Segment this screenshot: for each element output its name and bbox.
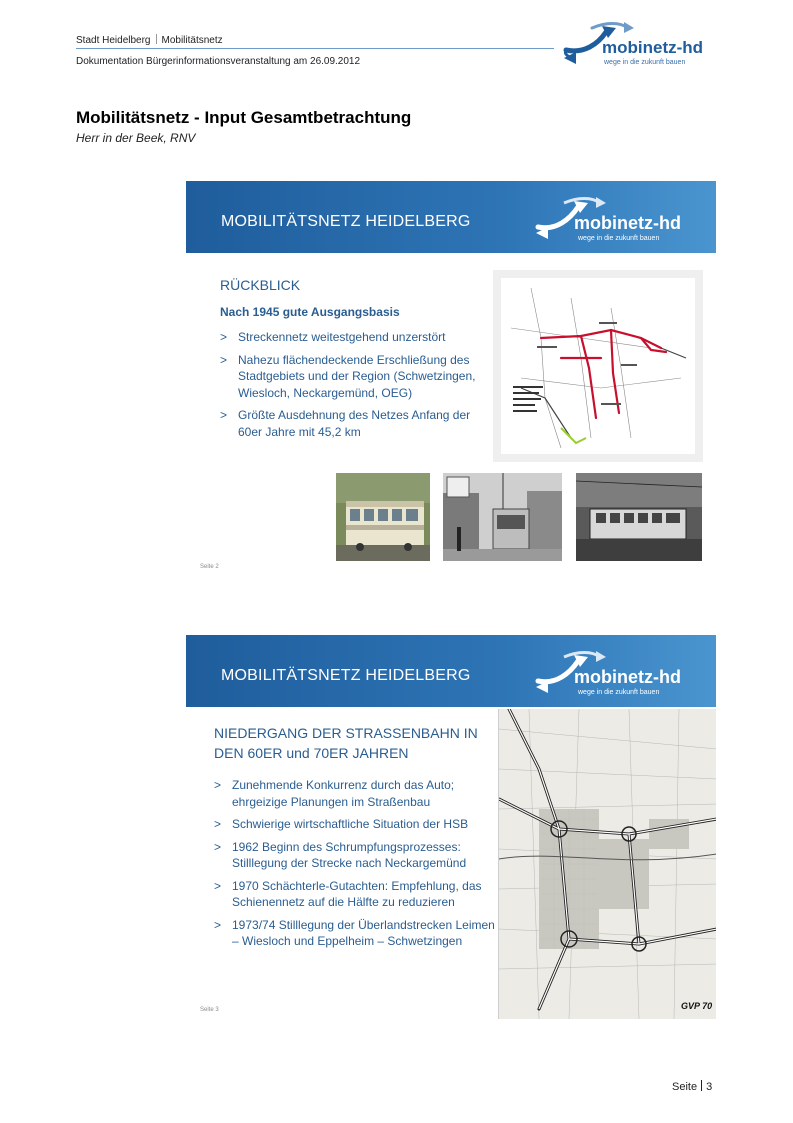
historic-tram-photo-2 [443,473,562,561]
header-project: Mobilitätsnetz [161,35,223,46]
gvp70-traffic-plan-map [498,709,716,1019]
slide-heading: RÜCKBLICK [220,277,301,293]
slide-bullet: > 1970 Schächterle-Gutachten: Empfehlung, das Schienennetz auf die Hälfte zu reduzieren [214,878,482,909]
slide-bullet: > 1973/74 Stilllegung der Überlandstrecken Leimen – Wiesloch und Eppelheim – Schwetzingen [214,917,495,948]
logo-wordmark: mobinetz-hd [574,667,681,687]
header-breadcrumb [76,34,223,46]
historic-network-map [493,270,703,462]
slide-logo [534,197,704,243]
page-number-value: 3 [706,1081,713,1093]
header-org: Stadt Heidelberg [76,35,151,46]
header-separator [156,34,157,44]
tram-network-map-image [501,278,695,454]
slide-bullet: > Zunehmende Konkurrenz durch das Auto; ehrgeizige Planungen im Straßenbau [214,778,455,809]
tram-photo-image [336,473,430,561]
document-title: Mobilitätsnetz - Input Gesamtbetrachtung [76,108,412,127]
slide-bullet: > Nahezu flächendeckende Erschließung des Stadtgebiets und der Region (Schwetzingen, Wiesloch, Neckargemünd, OEG) [220,352,476,400]
slide-heading-line2: DEN 60ER und 70ER JAHREN [214,745,409,761]
slide-bullet-list [220,329,490,446]
page-number-label: Seite [672,1081,698,1093]
slide-banner [186,635,716,707]
slide-banner-title: MOBILITÄTSNETZ HEIDELBERG [221,667,471,684]
slide-logo [534,651,704,697]
slide-banner [186,181,716,253]
logo-tagline: wege in die zukunft bauen [604,59,686,66]
slide-subheading: Nach 1945 gute Ausgangsbasis [220,305,400,319]
slide-bullet: > Größte Ausdehnung des Netzes Anfang der 60er Jahre mit 45,2 km [220,408,471,439]
page-number [672,1080,712,1093]
document-speaker: Herr in der Beek, RNV [76,131,196,145]
slide-heading-line1: NIEDERGANG DER STRASSENBAHN IN [214,725,478,741]
historic-tram-photo-3 [576,473,702,561]
logo-tagline: wege in die zukunft bauen [578,235,660,242]
slide-niedergang [186,635,716,1019]
logo-wordmark: mobinetz-hd [602,38,704,57]
header-subtitle: Dokumentation Bürgerinformationsveranstaltung am 26.09.2012 [76,56,361,67]
slide-rueckblick [186,181,716,583]
slide-page-footer: Seite 2 [200,564,219,570]
map-label: GVP 70 [681,1001,713,1011]
slide-bullet: > 1962 Beginn des Schrumpfungsprozesses: Stilllegung der Strecke nach Neckargemünd [214,839,467,870]
slide-bullet: > Streckennetz weitestgehend unzerstört [220,330,446,344]
historic-tram-photo-1 [336,473,430,561]
logo-wordmark: mobinetz-hd [574,213,681,233]
slide-bullet: > Schwierige wirtschaftliche Situation der HSB [214,817,469,831]
tram-photo-image [443,473,562,561]
page-number-separator [701,1080,702,1091]
slide-banner-title: MOBILITÄTSNETZ HEIDELBERG [221,213,471,230]
header-rule [76,48,554,49]
logo-tagline: wege in die zukunft bauen [578,689,660,696]
slide-page-footer: Seite 3 [200,1007,219,1013]
mobinetz-logo [562,20,722,68]
traffic-plan-map-image [499,709,716,1019]
tram-photo-image [576,473,702,561]
slide-bullet-list [214,777,496,956]
